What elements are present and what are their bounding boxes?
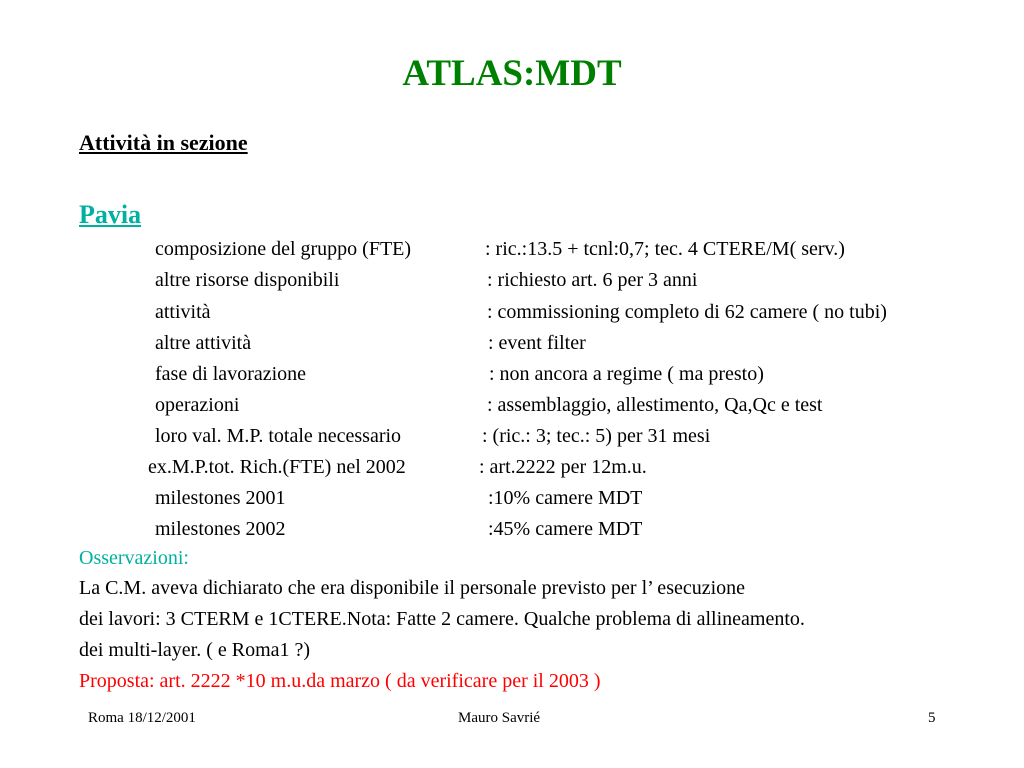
info-row-key: altre risorse disponibili bbox=[155, 269, 340, 291]
info-row-key: operazioni bbox=[155, 394, 240, 416]
proposal-line: Proposta: art. 2222 *10 m.u.da marzo ( da verificare per il 2003 ) bbox=[79, 670, 601, 692]
observation-line: La C.M. aveva dichiarato che era disponibile il personale previsto per l’ esecuzione bbox=[79, 577, 746, 599]
slide-title: ATLAS:MDT bbox=[402, 53, 622, 94]
info-row-value: :45% camere MDT bbox=[488, 518, 643, 540]
info-row-key: fase di lavorazione bbox=[155, 363, 307, 385]
info-row-key: milestones 2001 bbox=[155, 487, 286, 509]
info-row-value: : (ric.: 3; tec.: 5) per 31 mesi bbox=[482, 425, 711, 447]
observation-line: dei lavori: 3 CTERM e 1CTERE.Nota: Fatte 2 camere. Qualche problema di allineamento. bbox=[79, 608, 805, 630]
observations-label: Osservazioni: bbox=[79, 547, 189, 569]
info-row-value: : assemblaggio, allestimento, Qa,Qc e test bbox=[487, 394, 823, 416]
footer-date: Roma 18/12/2001 bbox=[88, 710, 196, 726]
section-heading: Attività in sezione bbox=[79, 130, 248, 155]
observation-line: dei multi-layer. ( e Roma1 ?) bbox=[79, 639, 311, 661]
group-name-heading: Pavia bbox=[79, 200, 142, 229]
footer-author: Mauro Savrié bbox=[458, 710, 541, 726]
info-row-value: : commissioning completo di 62 camere ( no tubi) bbox=[487, 301, 887, 323]
info-row-value: : richiesto art. 6 per 3 anni bbox=[487, 269, 698, 291]
info-row-value: : ric.:13.5 + tcnl:0,7; tec. 4 CTERE/M( serv.) bbox=[485, 238, 845, 260]
info-row-key: attività bbox=[155, 301, 211, 323]
info-row-key: altre attività bbox=[155, 332, 252, 354]
info-row-value: : event filter bbox=[488, 332, 586, 354]
info-row-key: ex.M.P.tot. Rich.(FTE) nel 2002 bbox=[148, 456, 406, 478]
info-row-value: : non ancora a regime ( ma presto) bbox=[489, 363, 764, 385]
info-row-key: composizione del gruppo (FTE) bbox=[155, 238, 412, 260]
info-row-key: milestones 2002 bbox=[155, 518, 286, 540]
info-row-key: loro val. M.P. totale necessario bbox=[155, 425, 402, 447]
info-row-value: :10% camere MDT bbox=[488, 487, 643, 509]
info-row-value: : art.2222 per 12m.u. bbox=[479, 456, 647, 478]
footer-page-number: 5 bbox=[928, 710, 936, 726]
